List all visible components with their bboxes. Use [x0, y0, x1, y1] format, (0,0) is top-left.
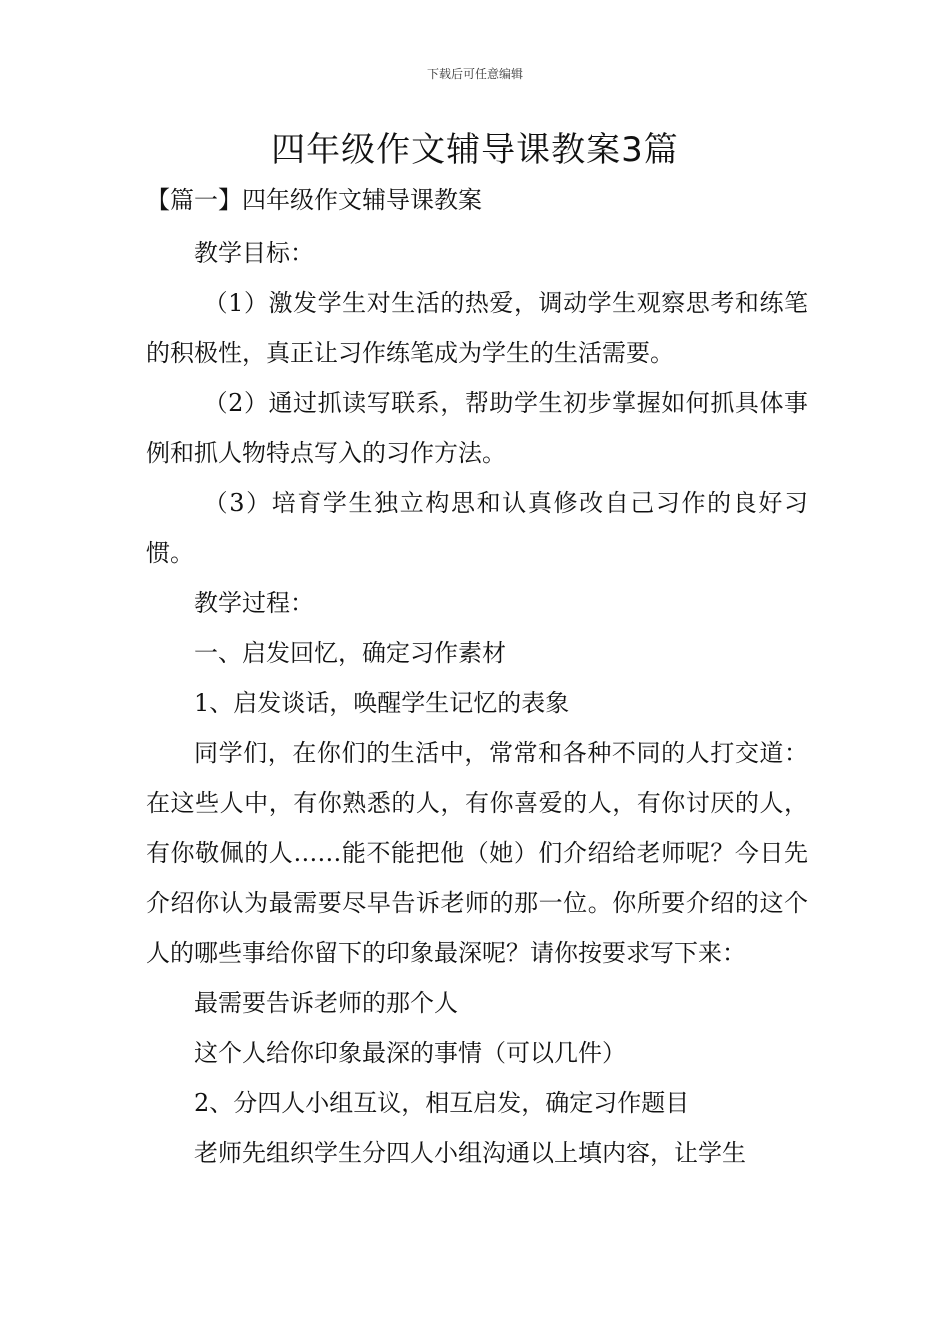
paragraph-goal-1: （1）激发学生对生活的热爱，调动学生观察思考和练笔的积极性，真正让习作练笔成为学生的生活需要。 — [146, 289, 808, 367]
paragraph-teaching-goals: 教学目标： — [194, 239, 314, 267]
paragraph-event-prompt: 这个人给你印象最深的事情（可以几件） — [194, 1039, 626, 1067]
paragraph-goal-3: （3）培育学生独立构思和认真修改自己习作的良好习惯。 — [146, 489, 808, 567]
section-heading: 【篇一】四年级作文辅导课教案 — [146, 186, 482, 214]
paragraph-intro-talk: 同学们，在你们的生活中，常常和各种不同的人打交道：在这些人中，有你熟悉的人，有你喜爱的人，有你讨厌的人，有你敬佩的人……能不能把他（她）们介绍给老师呢？今日先介绍你认为最需要尽早告诉老师的那一位。你所要介绍的这个人的哪些事给你留下的印象最深呢？请你按要求写下来： — [146, 739, 808, 967]
document-title: 四年级作文辅导课教案3篇 — [271, 130, 679, 170]
paragraph-step-1-1: 1、启发谈话，唤醒学生记忆的表象 — [194, 689, 570, 717]
paragraph-person-prompt: 最需要告诉老师的那个人 — [194, 989, 458, 1017]
paragraph-step-1-2: 2、分四人小组互议，相互启发，确定习作题目 — [194, 1089, 690, 1117]
document-body — [146, 228, 808, 1178]
paragraph-group-discussion: 老师先组织学生分四人小组沟通以上填内容，让学生 — [194, 1139, 746, 1167]
paragraph-step-one: 一、启发回忆，确定习作素材 — [194, 639, 506, 667]
paragraph-goal-2: （2）通过抓读写联系，帮助学生初步掌握如何抓具体事例和抓人物特点写入的习作方法。 — [146, 389, 808, 467]
page-header-note: 下载后可任意编辑 — [426, 67, 523, 81]
paragraph-teaching-process: 教学过程： — [194, 589, 314, 617]
